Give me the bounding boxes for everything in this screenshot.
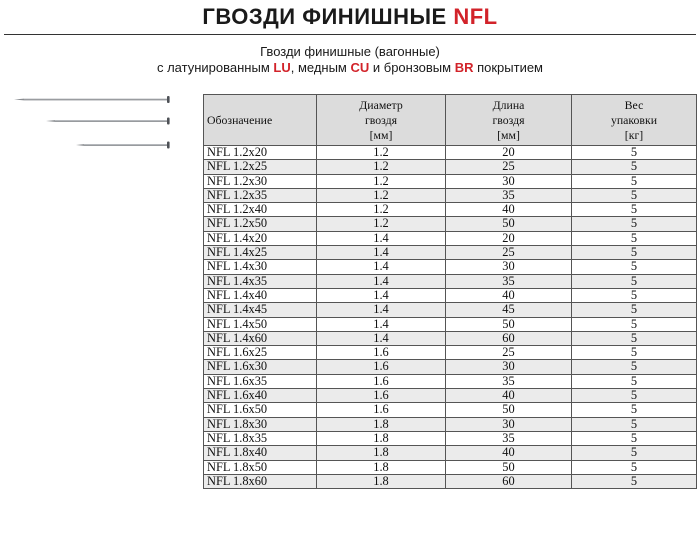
cell-designation: NFL 1.6x30 bbox=[204, 360, 317, 374]
table-row bbox=[204, 174, 697, 188]
header-line: гвоздя bbox=[364, 112, 398, 127]
cell-diameter: 1.4 bbox=[317, 317, 446, 331]
cell-diameter: 1.2 bbox=[317, 146, 446, 160]
cell-length: 35 bbox=[446, 431, 572, 445]
cell-weight: 5 bbox=[572, 403, 697, 417]
cell-designation: NFL 1.2x20 bbox=[204, 146, 317, 160]
cell-designation: NFL 1.2x50 bbox=[204, 217, 317, 231]
cell-designation: NFL 1.4x60 bbox=[204, 331, 317, 345]
cell-length: 35 bbox=[446, 374, 572, 388]
table-row bbox=[204, 274, 697, 288]
cell-diameter: 1.6 bbox=[317, 360, 446, 374]
header-line: Диаметр bbox=[359, 97, 403, 112]
header-line: [кг] bbox=[624, 127, 644, 142]
cell-diameter: 1.4 bbox=[317, 288, 446, 302]
cell-length: 30 bbox=[446, 260, 572, 274]
subtitle-text-4: покрытием bbox=[473, 60, 543, 75]
cell-length: 40 bbox=[446, 446, 572, 460]
cell-diameter: 1.8 bbox=[317, 474, 446, 488]
cell-designation: NFL 1.8x50 bbox=[204, 460, 317, 474]
cell-weight: 5 bbox=[572, 217, 697, 231]
cell-diameter: 1.6 bbox=[317, 346, 446, 360]
cell-diameter: 1.4 bbox=[317, 331, 446, 345]
cell-diameter: 1.8 bbox=[317, 460, 446, 474]
header-line: гвоздя bbox=[492, 112, 525, 127]
cell-weight: 5 bbox=[572, 374, 697, 388]
cell-designation: NFL 1.4x25 bbox=[204, 246, 317, 260]
cell-length: 20 bbox=[446, 146, 572, 160]
page-title bbox=[0, 4, 700, 30]
cell-weight: 5 bbox=[572, 474, 697, 488]
cell-weight: 5 bbox=[572, 446, 697, 460]
table-row bbox=[204, 203, 697, 217]
nails-illustration bbox=[10, 92, 180, 152]
header-diameter bbox=[317, 95, 446, 146]
cell-designation: NFL 1.2x40 bbox=[204, 203, 317, 217]
cell-diameter: 1.6 bbox=[317, 389, 446, 403]
header-weight bbox=[572, 95, 697, 146]
cell-length: 25 bbox=[446, 160, 572, 174]
nail-long-icon bbox=[14, 96, 170, 103]
table-row bbox=[204, 146, 697, 160]
table-row bbox=[204, 460, 697, 474]
table-header-row bbox=[204, 95, 697, 146]
cell-length: 30 bbox=[446, 417, 572, 431]
cell-weight: 5 bbox=[572, 174, 697, 188]
cell-length: 60 bbox=[446, 474, 572, 488]
table-row bbox=[204, 360, 697, 374]
table-row bbox=[204, 303, 697, 317]
cell-length: 25 bbox=[446, 346, 572, 360]
coating-code-cu: CU bbox=[350, 60, 370, 75]
cell-weight: 5 bbox=[572, 317, 697, 331]
cell-weight: 5 bbox=[572, 146, 697, 160]
cell-length: 35 bbox=[446, 274, 572, 288]
table-row bbox=[204, 446, 697, 460]
cell-diameter: 1.6 bbox=[317, 374, 446, 388]
cell-weight: 5 bbox=[572, 188, 697, 202]
cell-diameter: 1.8 bbox=[317, 446, 446, 460]
cell-designation: NFL 1.6x35 bbox=[204, 374, 317, 388]
cell-length: 40 bbox=[446, 288, 572, 302]
cell-designation: NFL 1.2x30 bbox=[204, 174, 317, 188]
cell-weight: 5 bbox=[572, 160, 697, 174]
subtitle-text-2: , медным bbox=[290, 60, 351, 75]
cell-designation: NFL 1.4x30 bbox=[204, 260, 317, 274]
cell-designation: NFL 1.8x30 bbox=[204, 417, 317, 431]
cell-diameter: 1.2 bbox=[317, 203, 446, 217]
cell-designation: NFL 1.4x35 bbox=[204, 274, 317, 288]
table-row bbox=[204, 474, 697, 488]
cell-designation: NFL 1.2x35 bbox=[204, 188, 317, 202]
cell-length: 30 bbox=[446, 174, 572, 188]
table-row bbox=[204, 188, 697, 202]
cell-weight: 5 bbox=[572, 460, 697, 474]
title-prefix: ГВОЗДИ ФИНИШНЫЕ bbox=[202, 4, 454, 29]
cell-length: 35 bbox=[446, 188, 572, 202]
cell-weight: 5 bbox=[572, 417, 697, 431]
table-row bbox=[204, 331, 697, 345]
table-row bbox=[204, 389, 697, 403]
cell-designation: NFL 1.8x40 bbox=[204, 446, 317, 460]
cell-diameter: 1.4 bbox=[317, 246, 446, 260]
nail-short-icon bbox=[76, 142, 170, 149]
table-row bbox=[204, 431, 697, 445]
table-row bbox=[204, 160, 697, 174]
cell-designation: NFL 1.6x25 bbox=[204, 346, 317, 360]
cell-diameter: 1.2 bbox=[317, 174, 446, 188]
cell-weight: 5 bbox=[572, 346, 697, 360]
table-row bbox=[204, 403, 697, 417]
subtitle bbox=[0, 44, 700, 76]
cell-diameter: 1.6 bbox=[317, 403, 446, 417]
table-row bbox=[204, 217, 697, 231]
subtitle-line-2 bbox=[0, 60, 700, 76]
cell-diameter: 1.4 bbox=[317, 274, 446, 288]
cell-length: 60 bbox=[446, 331, 572, 345]
subtitle-line-1: Гвозди финишные (вагонные) bbox=[260, 44, 440, 59]
header-line: упаковки bbox=[610, 112, 658, 127]
header-length bbox=[446, 95, 572, 146]
cell-length: 50 bbox=[446, 403, 572, 417]
cell-diameter: 1.8 bbox=[317, 417, 446, 431]
cell-length: 30 bbox=[446, 360, 572, 374]
nail-medium-icon bbox=[46, 118, 170, 125]
header-line: Длина bbox=[492, 97, 525, 112]
cell-length: 25 bbox=[446, 246, 572, 260]
cell-diameter: 1.2 bbox=[317, 188, 446, 202]
cell-designation: NFL 1.2x25 bbox=[204, 160, 317, 174]
table-row bbox=[204, 288, 697, 302]
title-divider bbox=[4, 34, 696, 35]
title-brand: NFL bbox=[453, 4, 498, 29]
header-designation bbox=[204, 95, 317, 146]
cell-designation: NFL 1.4x20 bbox=[204, 231, 317, 245]
cell-length: 40 bbox=[446, 203, 572, 217]
nails-spec-table bbox=[203, 94, 697, 489]
cell-weight: 5 bbox=[572, 274, 697, 288]
cell-diameter: 1.4 bbox=[317, 231, 446, 245]
cell-designation: NFL 1.8x60 bbox=[204, 474, 317, 488]
cell-designation: NFL 1.6x50 bbox=[204, 403, 317, 417]
coating-code-lu: LU bbox=[273, 60, 291, 75]
cell-length: 50 bbox=[446, 317, 572, 331]
cell-diameter: 1.4 bbox=[317, 303, 446, 317]
cell-length: 50 bbox=[446, 460, 572, 474]
cell-weight: 5 bbox=[572, 360, 697, 374]
cell-diameter: 1.4 bbox=[317, 260, 446, 274]
table-body bbox=[204, 146, 697, 489]
cell-weight: 5 bbox=[572, 203, 697, 217]
table-row bbox=[204, 231, 697, 245]
cell-weight: 5 bbox=[572, 246, 697, 260]
subtitle-text-1: с латунированным bbox=[156, 60, 274, 75]
cell-weight: 5 bbox=[572, 303, 697, 317]
header-line: [мм] bbox=[497, 127, 520, 142]
table-row bbox=[204, 346, 697, 360]
cell-length: 50 bbox=[446, 217, 572, 231]
cell-designation: NFL 1.4x50 bbox=[204, 317, 317, 331]
table-row bbox=[204, 317, 697, 331]
table-row bbox=[204, 246, 697, 260]
cell-weight: 5 bbox=[572, 331, 697, 345]
cell-weight: 5 bbox=[572, 288, 697, 302]
subtitle-text-3: и бронзовым bbox=[369, 60, 455, 75]
cell-designation: NFL 1.4x45 bbox=[204, 303, 317, 317]
coating-code-br: BR bbox=[454, 60, 474, 75]
cell-diameter: 1.8 bbox=[317, 431, 446, 445]
cell-diameter: 1.2 bbox=[317, 217, 446, 231]
table-row bbox=[204, 417, 697, 431]
cell-weight: 5 bbox=[572, 431, 697, 445]
table-row bbox=[204, 260, 697, 274]
cell-length: 45 bbox=[446, 303, 572, 317]
table-row bbox=[204, 374, 697, 388]
cell-weight: 5 bbox=[572, 260, 697, 274]
cell-length: 40 bbox=[446, 389, 572, 403]
cell-designation: NFL 1.6x40 bbox=[204, 389, 317, 403]
cell-weight: 5 bbox=[572, 389, 697, 403]
cell-designation: NFL 1.4x40 bbox=[204, 288, 317, 302]
cell-weight: 5 bbox=[572, 231, 697, 245]
cell-length: 20 bbox=[446, 231, 572, 245]
cell-designation: NFL 1.8x35 bbox=[204, 431, 317, 445]
header-line: Вес bbox=[624, 97, 644, 112]
header-line: Обозначение bbox=[207, 112, 273, 127]
cell-diameter: 1.2 bbox=[317, 160, 446, 174]
header-line: [мм] bbox=[369, 127, 393, 142]
